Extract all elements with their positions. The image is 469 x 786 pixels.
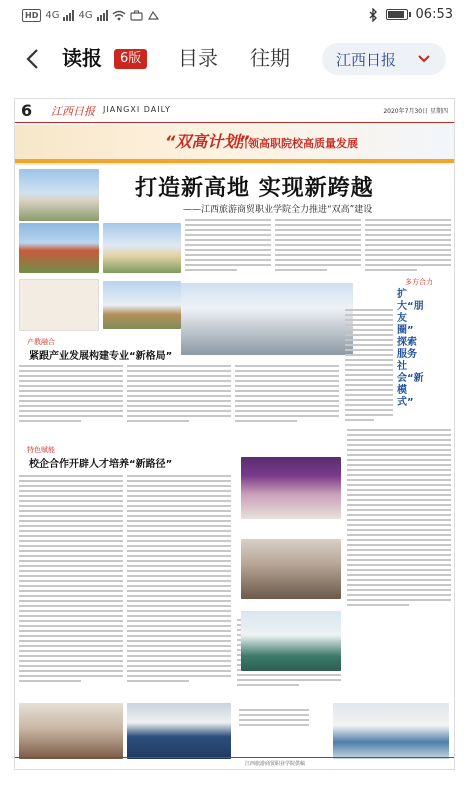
top-nav-bar [0,32,469,86]
sidebar-tag: 多方合力 [405,278,433,286]
section2-label: 特色赋能 [27,446,55,454]
newspaper-page[interactable] [14,98,455,770]
subheadline: ——江西旅游商贸职业学院全力推进“双高”建设 [183,205,373,215]
students-photo[interactable] [127,703,231,759]
article-column-1 [185,219,271,274]
page-number: 6 [21,101,33,120]
feature-banner [15,125,455,165]
section2-column-2 [127,475,231,685]
award-ceremony-photo[interactable] [241,457,341,519]
section1-title: 紧跟产业发展构建专业“新格局” [29,351,173,362]
masthead-english: JIANGXI DAILY [103,105,171,114]
signal-strength-icon [63,10,74,21]
paper-name: 江西日报 [336,50,397,69]
bluetooth-icon [369,8,378,22]
section1-column-3 [235,365,339,425]
banner-stripe [15,159,455,163]
chevron-down-icon [416,51,432,67]
campus-photo-2[interactable] [19,223,99,273]
article-column-2 [275,219,361,274]
section2-column-4 [347,429,451,609]
banner-special: “双高计划” [165,132,250,151]
wifi-icon [112,10,126,21]
campus-photo-4[interactable] [103,281,181,329]
section1-label: 产教融合 [27,338,55,346]
masthead [15,99,455,123]
chevron-left-icon [25,48,39,70]
signal-strength-icon-2 [97,10,108,21]
program-list-box [19,279,99,331]
hd-badge: HD [22,9,41,22]
signal1-label: 4G [45,10,60,21]
newspaper-logo: 江西日报 [51,105,95,118]
briefcase-icon [130,10,143,21]
section2-title: 校企合作开辟人才培养“新路径” [29,459,173,470]
tab-contents[interactable]: 目录 [178,46,218,70]
back-button[interactable] [20,46,44,72]
tab-archive[interactable]: 往期 [250,46,290,70]
section1-column-2 [127,365,231,425]
signal2-label: 4G [78,10,93,21]
section2-column-1 [19,475,123,685]
campus-building-photo[interactable] [181,283,353,355]
status-bar [0,0,469,32]
tab-read[interactable]: 读报 [62,46,102,70]
section1-column-1 [19,365,123,425]
edition-badge[interactable]: 6版 [114,49,147,69]
paper-selector[interactable] [322,43,446,75]
photo-legend [239,709,309,729]
campus-photo-3[interactable] [103,223,181,273]
sidebar-title: 扩大“朋友圈” 探索服务社会“新模式” [397,289,424,408]
lab-photo[interactable] [333,703,449,759]
campus-photo-1[interactable] [19,169,99,221]
classroom-photo-1[interactable] [241,539,341,599]
issue-date: 2020年7月30日 星期四 [383,108,448,115]
footer-credit: 江西旅游商贸职业学院供稿 [245,761,306,767]
training-photo[interactable] [241,611,341,671]
app-notification-icon [147,10,160,21]
page-footer [15,757,455,769]
status-left [22,9,160,22]
status-time: 06:53 [415,7,453,22]
article-column-3 [365,219,451,274]
battery-icon [386,9,408,20]
status-right [369,7,453,22]
headline: 打造新高地 实现新跨越 [135,175,374,201]
banner-text: 引领高职院校高质量发展 [237,137,358,150]
section1-column-4 [345,309,393,424]
hospitality-photo[interactable] [19,703,123,759]
